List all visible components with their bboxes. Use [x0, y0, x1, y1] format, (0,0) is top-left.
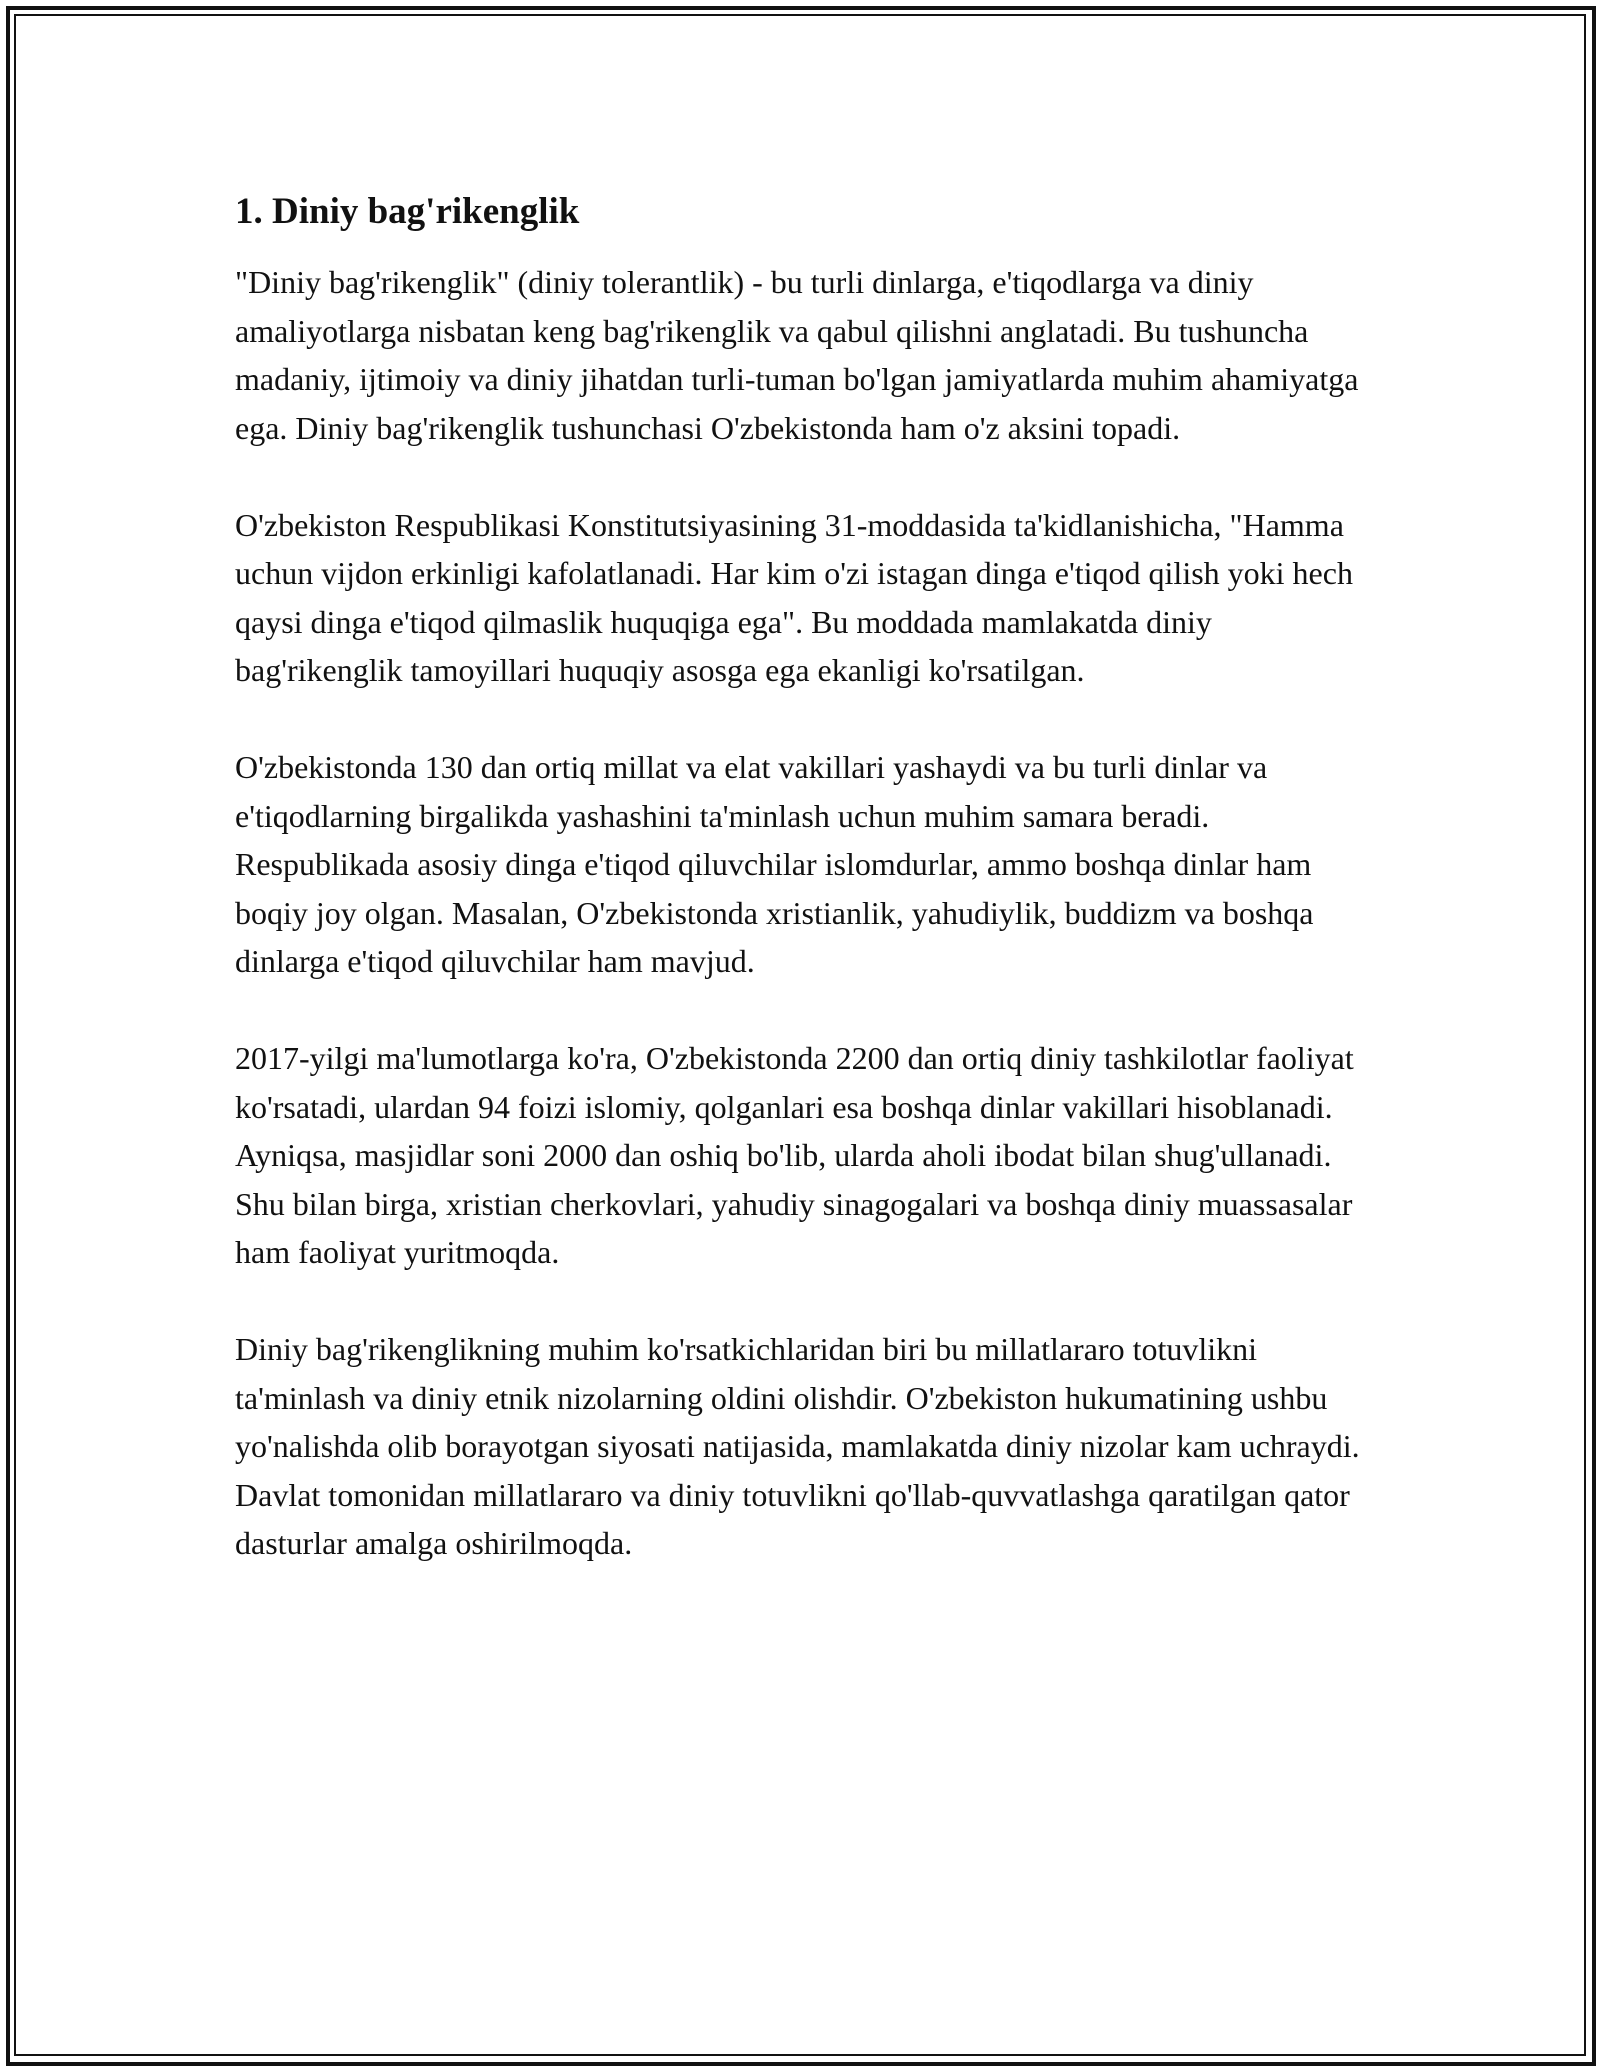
paragraph-constitution: O'zbekiston Respublikasi Konstitutsiyasining 31-moddasida ta'kidlanishicha, "Hamma uchun vijdon erkinligi kafolatlanadi. Har kim o'zi istagan dinga e'tiqod qilish yoki hech qaysi dinga e'tiqod qilmaslik huquqiga ega". Bu moddada mamlakatda diniy bag'rikenglik tamoyillari huquqiy asosga ega ekanligi ko'rsatilgan.	[235, 506, 1353, 688]
paragraph-harmony: Diniy bag'rikenglikning muhim ko'rsatkichlaridan biri bu millatlararo totuvlikni ta'minlash va diniy etnik nizolarning oldini olishdir. O'zbekiston hukumatining ushbu yo'nalishda olib borayotgan siyosati natijasida, mamlakatda diniy nizolar kam uchraydi. Davlat tomonidan millatlararo va diniy totuvlikni qo'llab-quvvatlashga qaratilgan qator dasturlar amalga oshirilmoqda.	[235, 1331, 1360, 1561]
section-heading: 1. Diniy bag'rikenglik	[235, 191, 580, 232]
document-body	[235, 188, 1375, 1616]
paragraph-definition: "Diniy bag'rikenglik" (diniy tolerantlik) - bu turli dinlarga, e'tiqodlarga va diniy amaliyotlarga nisbatan keng bag'rikenglik va qabul qilishni anglatadi. Bu tushuncha madaniy, ijtimoiy va diniy jihatdan turli-tuman bo'lgan jamiyatlarda muhim ahamiyatga ega. Diniy bag'rikenglik tushunchasi O'zbekistonda ham o'z aksini topadi.	[235, 264, 1359, 446]
paragraph-statistics: 2017-yilgi ma'lumotlarga ko'ra, O'zbekistonda 2200 dan ortiq diniy tashkilotlar faoliyat ko'rsatadi, ulardan 94 foizi islomiy, qolganlari esa boshqa dinlar vakillari hisoblanadi. Ayniqsa, masjidlar soni 2000 dan oshiq bo'lib, ularda aholi ibodat bilan shug'ullanadi. Shu bilan birga, xristian cherkovlari, yahudiy sinagogalari va boshqa diniy muassasalar ham faoliyat yuritmoqda.	[235, 1040, 1354, 1270]
paragraph-nationalities: O'zbekistonda 130 dan ortiq millat va elat vakillari yashaydi va bu turli dinlar va e'tiqodlarning birgalikda yashashini ta'minlash uchun muhim samara beradi. Respublikada asosiy dinga e'tiqod qiluvchilar islomdurlar, ammo boshqa dinlar ham boqiy joy olgan. Masalan, O'zbekistonda xristianlik, yahudiylik, buddizm va boshqa dinlarga e'tiqod qiluvchilar ham mavjud.	[235, 749, 1314, 979]
